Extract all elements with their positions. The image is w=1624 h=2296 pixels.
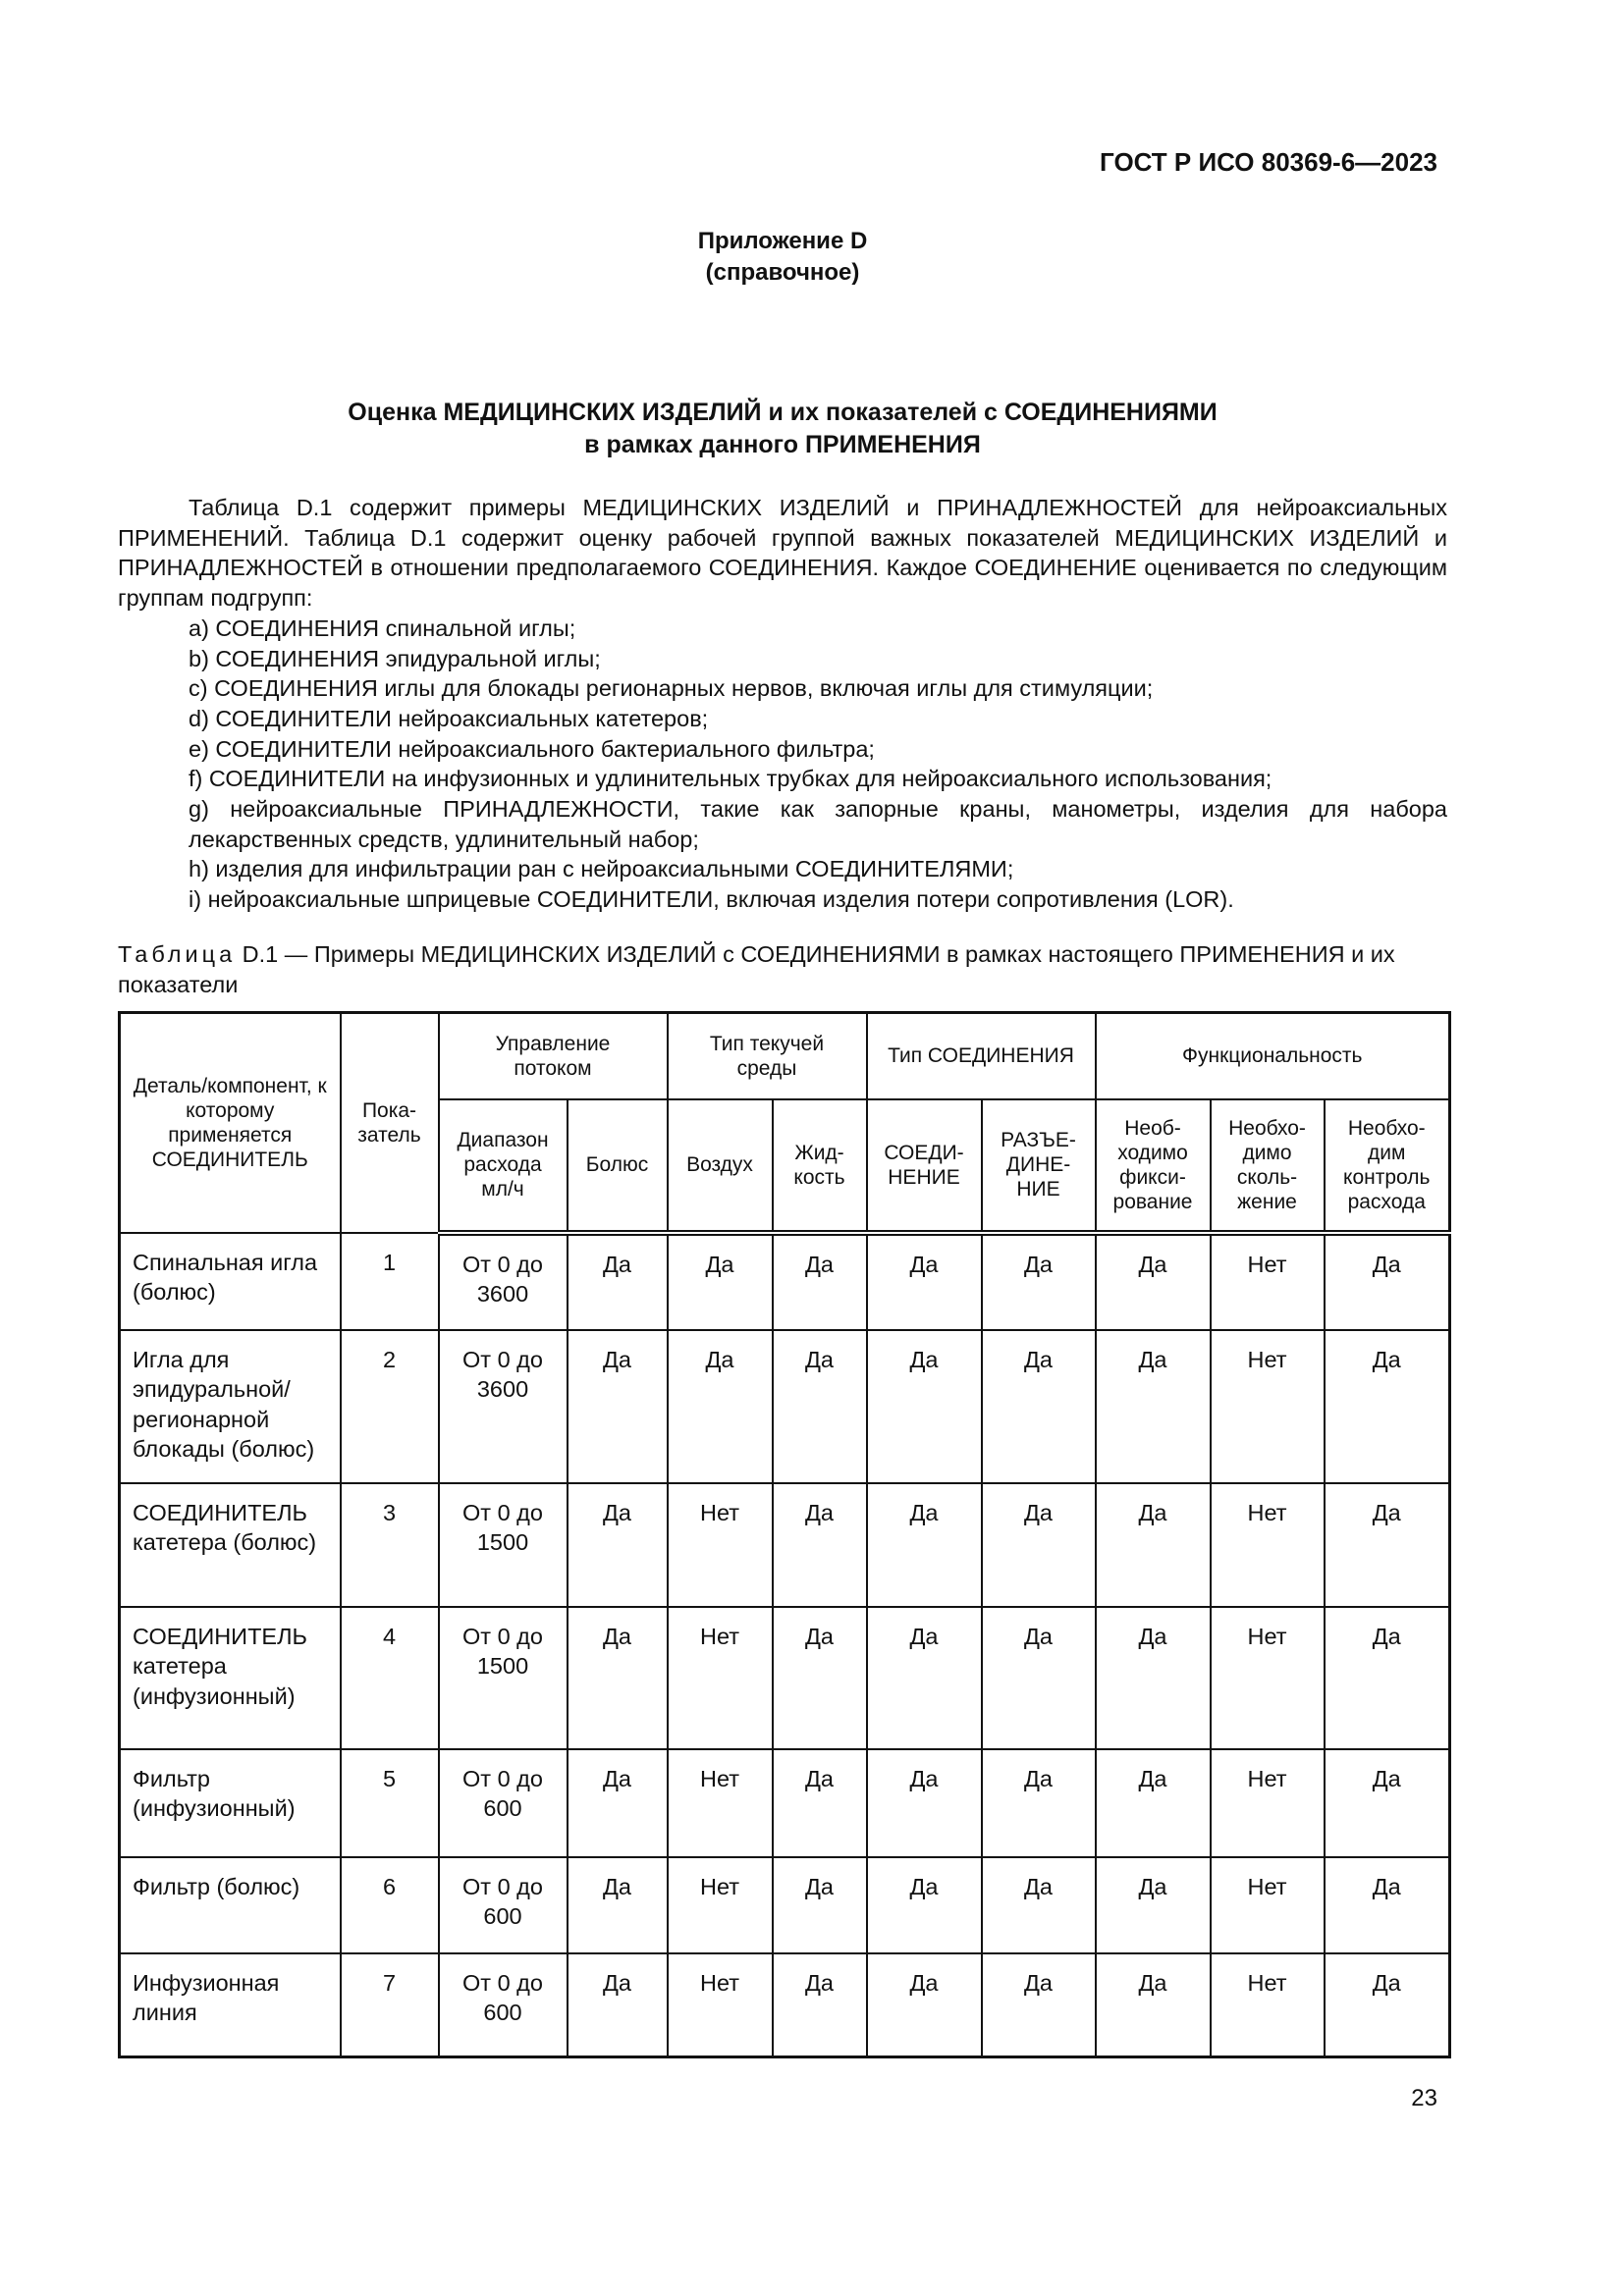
value-cell: От 0 до 3600 bbox=[439, 1233, 568, 1330]
value-cell: Нет bbox=[1211, 1607, 1325, 1749]
value-cell: 2 bbox=[341, 1330, 439, 1483]
value-cell: От 0 до 600 bbox=[439, 1857, 568, 1953]
value-cell: Нет bbox=[1211, 1233, 1325, 1330]
value-cell: От 0 до 3600 bbox=[439, 1330, 568, 1483]
value-cell: Да bbox=[773, 1607, 867, 1749]
value-cell: Да bbox=[867, 1857, 982, 1953]
header-indicator: Пока-затель bbox=[341, 1013, 439, 1233]
value-cell: Нет bbox=[1211, 1953, 1325, 2057]
subheader: РАЗЪЕ-ДИНЕ-НИЕ bbox=[982, 1099, 1096, 1233]
value-cell: Да bbox=[773, 1330, 867, 1483]
value-cell: Нет bbox=[668, 1749, 773, 1857]
value-cell: Да bbox=[1325, 1607, 1450, 1749]
value-cell: Да bbox=[982, 1330, 1096, 1483]
value-cell: Да bbox=[773, 1857, 867, 1953]
list-item: b) СОЕДИНЕНИЯ эпидуральной иглы; bbox=[189, 645, 601, 671]
subheader: Жид-кость bbox=[773, 1099, 867, 1233]
value-cell: Да bbox=[982, 1953, 1096, 2057]
header-connection-type: Тип СОЕДИНЕНИЯ bbox=[867, 1013, 1096, 1099]
value-cell: Да bbox=[568, 1233, 668, 1330]
value-cell: Нет bbox=[1211, 1857, 1325, 1953]
list-item: g) нейроаксиальные ПРИНАДЛЕЖНОСТИ, такие как запорные краны, манометры, изделия для набора лекарственных средств, удлинительный набор; bbox=[189, 796, 1447, 852]
value-cell: Да bbox=[1325, 1857, 1450, 1953]
list-item: c) СОЕДИНЕНИЯ иглы для блокады регионарных нервов, включая иглы для стимуляции; bbox=[189, 675, 1154, 702]
value-cell: От 0 до 1500 bbox=[439, 1607, 568, 1749]
annex-title: Приложение D bbox=[697, 228, 868, 254]
section-title bbox=[118, 397, 1447, 461]
value-cell: Да bbox=[982, 1857, 1096, 1953]
body-text bbox=[118, 493, 1447, 915]
header-component: Деталь/компонент, к которому применяется СОЕДИНИТЕЛЬ bbox=[120, 1013, 341, 1233]
page-number: 23 bbox=[1411, 2085, 1437, 2111]
value-cell: Да bbox=[867, 1233, 982, 1330]
value-cell: Да bbox=[1325, 1330, 1450, 1483]
list-item: f) СОЕДИНИТЕЛИ на инфузионных и удлинительных трубках для нейроаксиального использования; bbox=[189, 766, 1272, 792]
caption-text: D.1 — Примеры МЕДИЦИНСКИХ ИЗДЕЛИЙ с СОЕДИНЕНИЯМИ в рамках настоящего ПРИМЕНЕНИЯ и их показатели bbox=[118, 941, 1395, 997]
value-cell: Нет bbox=[668, 1857, 773, 1953]
value-cell: Да bbox=[568, 1330, 668, 1483]
value-cell: 3 bbox=[341, 1483, 439, 1607]
subheader: Воздух bbox=[668, 1099, 773, 1233]
table-row bbox=[120, 1953, 1450, 2057]
table-row bbox=[120, 1233, 1450, 1330]
value-cell: Да bbox=[867, 1953, 982, 2057]
subheader: Необхо-димо сколь-жение bbox=[1211, 1099, 1325, 1233]
value-cell: Нет bbox=[1211, 1749, 1325, 1857]
list-item: h) изделия для инфильтрации ран с нейроаксиальными СОЕДИНИТЕЛЯМИ; bbox=[189, 856, 1014, 882]
value-cell: Нет bbox=[668, 1953, 773, 2057]
value-cell: Да bbox=[1325, 1953, 1450, 2057]
value-cell: 7 bbox=[341, 1953, 439, 2057]
subheader: Необ-ходимо фикси-рование bbox=[1096, 1099, 1211, 1233]
table-row bbox=[120, 1483, 1450, 1607]
subheader: СОЕДИ-НЕНИЕ bbox=[867, 1099, 982, 1233]
value-cell: Да bbox=[867, 1330, 982, 1483]
title-line: в рамках данного ПРИМЕНЕНИЯ bbox=[584, 431, 981, 458]
annex-type: (справочное) bbox=[705, 259, 860, 286]
table-d1 bbox=[118, 1011, 1451, 2058]
value-cell: Да bbox=[1325, 1749, 1450, 1857]
subheader: Необхо-дим контроль расхода bbox=[1325, 1099, 1450, 1233]
table-row bbox=[120, 1607, 1450, 1749]
component-cell: Фильтр (инфузионный) bbox=[120, 1749, 341, 1857]
value-cell: Да bbox=[668, 1233, 773, 1330]
value-cell: Нет bbox=[1211, 1483, 1325, 1607]
value-cell: Да bbox=[773, 1233, 867, 1330]
value-cell: Да bbox=[982, 1233, 1096, 1330]
table-row bbox=[120, 1857, 1450, 1953]
value-cell: Да bbox=[1096, 1953, 1211, 2057]
value-cell: От 0 до 600 bbox=[439, 1953, 568, 2057]
value-cell: Да bbox=[982, 1607, 1096, 1749]
value-cell: 6 bbox=[341, 1857, 439, 1953]
value-cell: 5 bbox=[341, 1749, 439, 1857]
annex-heading bbox=[0, 226, 1565, 289]
table-row bbox=[120, 1330, 1450, 1483]
component-cell: Игла для эпидуральной/ регионарной блокады (болюс) bbox=[120, 1330, 341, 1483]
component-cell: Спинальная игла (болюс) bbox=[120, 1233, 341, 1330]
value-cell: 4 bbox=[341, 1607, 439, 1749]
table-caption bbox=[118, 939, 1447, 999]
value-cell: Да bbox=[773, 1749, 867, 1857]
component-cell: СОЕДИНИТЕЛЬ катетера (инфузионный) bbox=[120, 1607, 341, 1749]
value-cell: Да bbox=[1096, 1233, 1211, 1330]
header-fluid-type: Тип текучей среды bbox=[668, 1013, 867, 1099]
intro-paragraph: Таблица D.1 содержит примеры МЕДИЦИНСКИХ ИЗДЕЛИЙ и ПРИНАДЛЕЖНОСТЕЙ для нейроаксиальных ПРИМЕНЕНИЙ. Таблица D.1 содержит оценку рабочей группой важных показателей МЕДИЦИНСКИХ ИЗДЕЛИЙ и ПРИНАДЛЕЖНОСТЕЙ в отношении предполагаемого СОЕДИНЕНИЯ. Каждое СОЕДИНЕНИЕ оценивается по следующим группам подгрупп: bbox=[118, 495, 1447, 612]
list-item: i) нейроаксиальные шприцевые СОЕДИНИТЕЛИ, включая изделия потери сопротивления (LOR). bbox=[189, 886, 1234, 913]
value-cell: 1 bbox=[341, 1233, 439, 1330]
value-cell: Да bbox=[568, 1607, 668, 1749]
value-cell: Да bbox=[568, 1483, 668, 1607]
title-line: Оценка МЕДИЦИНСКИХ ИЗДЕЛИЙ и их показателей с СОЕДИНЕНИЯМИ bbox=[348, 399, 1218, 426]
value-cell: Да bbox=[1096, 1330, 1211, 1483]
table-row bbox=[120, 1749, 1450, 1857]
list-item: d) СОЕДИНИТЕЛИ нейроаксиальных катетеров; bbox=[189, 705, 709, 731]
value-cell: Да bbox=[568, 1749, 668, 1857]
caption-label: Таблица bbox=[118, 941, 237, 967]
value-cell: Нет bbox=[1211, 1330, 1325, 1483]
value-cell: Нет bbox=[668, 1607, 773, 1749]
value-cell: Да bbox=[867, 1749, 982, 1857]
value-cell: Да bbox=[982, 1483, 1096, 1607]
value-cell: Да bbox=[668, 1330, 773, 1483]
value-cell: Да bbox=[867, 1483, 982, 1607]
value-cell: Да bbox=[773, 1483, 867, 1607]
value-cell: Да bbox=[1096, 1483, 1211, 1607]
value-cell: Да bbox=[773, 1953, 867, 2057]
value-cell: Да bbox=[982, 1749, 1096, 1857]
list-item: a) СОЕДИНЕНИЯ спинальной иглы; bbox=[189, 614, 576, 641]
value-cell: Да bbox=[568, 1953, 668, 2057]
value-cell: От 0 до 1500 bbox=[439, 1483, 568, 1607]
value-cell: Нет bbox=[668, 1483, 773, 1607]
subheader: Диапазон расхода мл/ч bbox=[439, 1099, 568, 1233]
component-cell: Фильтр (болюс) bbox=[120, 1857, 341, 1953]
subheader: Болюс bbox=[568, 1099, 668, 1233]
component-cell: Инфузионная линия bbox=[120, 1953, 341, 2057]
value-cell: Да bbox=[1096, 1749, 1211, 1857]
value-cell: Да bbox=[1096, 1857, 1211, 1953]
value-cell: Да bbox=[568, 1857, 668, 1953]
component-cell: СОЕДИНИТЕЛЬ катетера (болюс) bbox=[120, 1483, 341, 1607]
document-id: ГОСТ Р ИСО 80369-6—2023 bbox=[1100, 147, 1437, 177]
value-cell: Да bbox=[1325, 1483, 1450, 1607]
list-item: e) СОЕДИНИТЕЛИ нейроаксиального бактериального фильтра; bbox=[189, 735, 875, 762]
value-cell: Да bbox=[1325, 1233, 1450, 1330]
value-cell: Да bbox=[1096, 1607, 1211, 1749]
header-flow-control: Управление потоком bbox=[439, 1013, 668, 1099]
value-cell: От 0 до 600 bbox=[439, 1749, 568, 1857]
value-cell: Да bbox=[867, 1607, 982, 1749]
header-functionality: Функциональность bbox=[1096, 1013, 1450, 1099]
